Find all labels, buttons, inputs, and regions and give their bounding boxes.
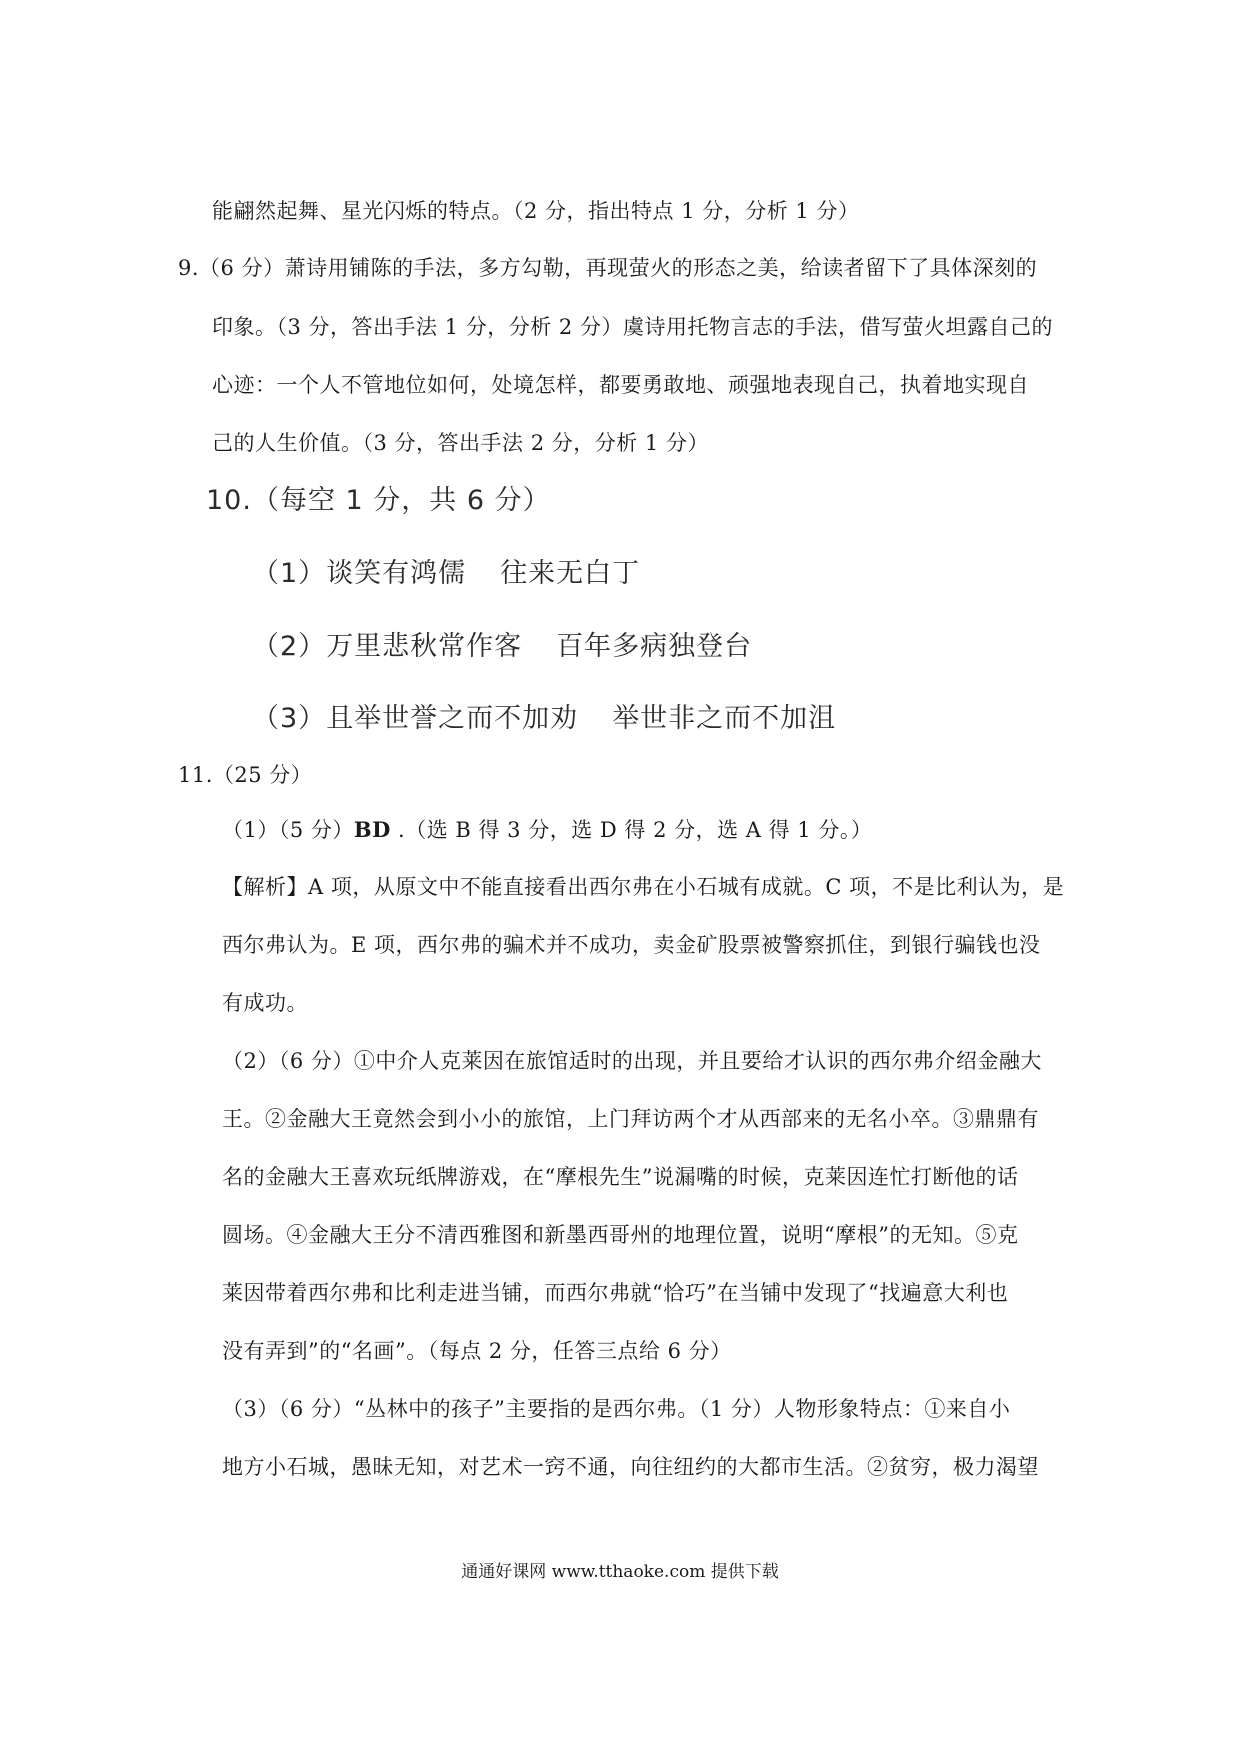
q8-tail-line: 能翩然起舞、星光闪烁的特点。（2 分，指出特点 1 分，分析 1 分） — [212, 199, 860, 223]
q11-part1-rest: .（选 B 得 3 分，选 D 得 2 分，选 A 得 1 分。） — [390, 818, 873, 842]
q11-analysis-line-1: 【解析】A 项，从原文中不能直接看出西尔弗在小石城有成就。C 项，不是比利认为，是 — [222, 875, 1065, 899]
q10-item-3 — [252, 700, 836, 738]
q11-part3-line-2: 地方小石城，愚昧无知，对艺术一窍不通，向往纽约的大都市生活。②贫穷，极力渴望 — [222, 1455, 1039, 1479]
q10-item-3-a: 且举世誉之而不加劝 — [326, 703, 579, 734]
q11-analysis-line-3: 有成功。 — [222, 991, 308, 1015]
q10-item-1 — [252, 555, 640, 593]
q9-line-2: 印象。（3 分，答出手法 1 分，分析 2 分）虞诗用托物言志的手法，借写萤火坦露自己的 — [212, 315, 1053, 339]
q9-line-1: 9.（6 分）萧诗用铺陈的手法，多方勾勒，再现萤火的形态之美，给读者留下了具体深刻的 — [178, 256, 1038, 280]
q10-item-1-a: 谈笑有鸿儒 — [326, 558, 467, 589]
q10-item-2-num: （2） — [252, 631, 327, 662]
q11-heading: 11.（25 分） — [178, 763, 313, 787]
q11-part2-line-5: 莱因带着西尔弗和比利走进当铺，而西尔弗就“恰巧”在当铺中发现了“找遍意大利也 — [222, 1281, 1009, 1305]
q10-item-3-num: （3） — [252, 703, 327, 734]
q11-part1-prefix: （1）（5 分） — [222, 818, 354, 842]
q9-line-3: 心迹：一个人不管地位如何，处境怎样，都要勇敢地、顽强地表现自己，执着地实现自 — [212, 373, 1029, 397]
q11-part1-answer: BD — [353, 817, 391, 842]
q11-part1 — [222, 815, 872, 845]
q11-part2-line-6: 没有弄到”的“名画”。（每点 2 分，任答三点给 6 分） — [222, 1339, 732, 1363]
q11-analysis-line-2: 西尔弗认为。E 项，西尔弗的骗术并不成功，卖金矿股票被警察抓住，到银行骗钱也没 — [222, 933, 1041, 957]
page-footer: 通通好课网 www.tthaoke.com 提供下载 — [461, 1562, 779, 1582]
q10-item-1-num: （1） — [252, 558, 327, 589]
q9-line-4: 己的人生价值。（3 分，答出手法 2 分，分析 1 分） — [212, 431, 709, 455]
q10-item-2-a: 万里悲秋常作客 — [326, 631, 523, 662]
q11-part2-line-4: 圆场。④金融大王分不清西雅图和新墨西哥州的地理位置，说明“摩根”的无知。⑤克 — [222, 1223, 1019, 1247]
q10-item-2 — [252, 628, 752, 666]
q11-part3-line-1: （3）（6 分）“丛林中的孩子”主要指的是西尔弗。（1 分）人物形象特点：①来自小 — [222, 1397, 1011, 1421]
q10-item-1-b: 往来无白丁 — [500, 558, 641, 589]
q11-part2-line-1: （2）（6 分）①中介人克莱因在旅馆适时的出现，并且要给才认识的西尔弗介绍金融大 — [222, 1049, 1042, 1073]
q11-part2-line-3: 名的金融大王喜欢玩纸牌游戏，在“摩根先生”说漏嘴的时候，克莱因连忙打断他的话 — [222, 1165, 1019, 1189]
q11-part2-line-2: 王。②金融大王竟然会到小小的旅馆，上门拜访两个才从西部来的无名小卒。③鼎鼎有 — [222, 1107, 1039, 1131]
q10-heading: 10.（每空 1 分，共 6 分） — [206, 485, 551, 516]
q10-item-2-b: 百年多病独登台 — [556, 631, 753, 662]
q10-item-3-b: 举世非之而不加沮 — [612, 703, 837, 734]
